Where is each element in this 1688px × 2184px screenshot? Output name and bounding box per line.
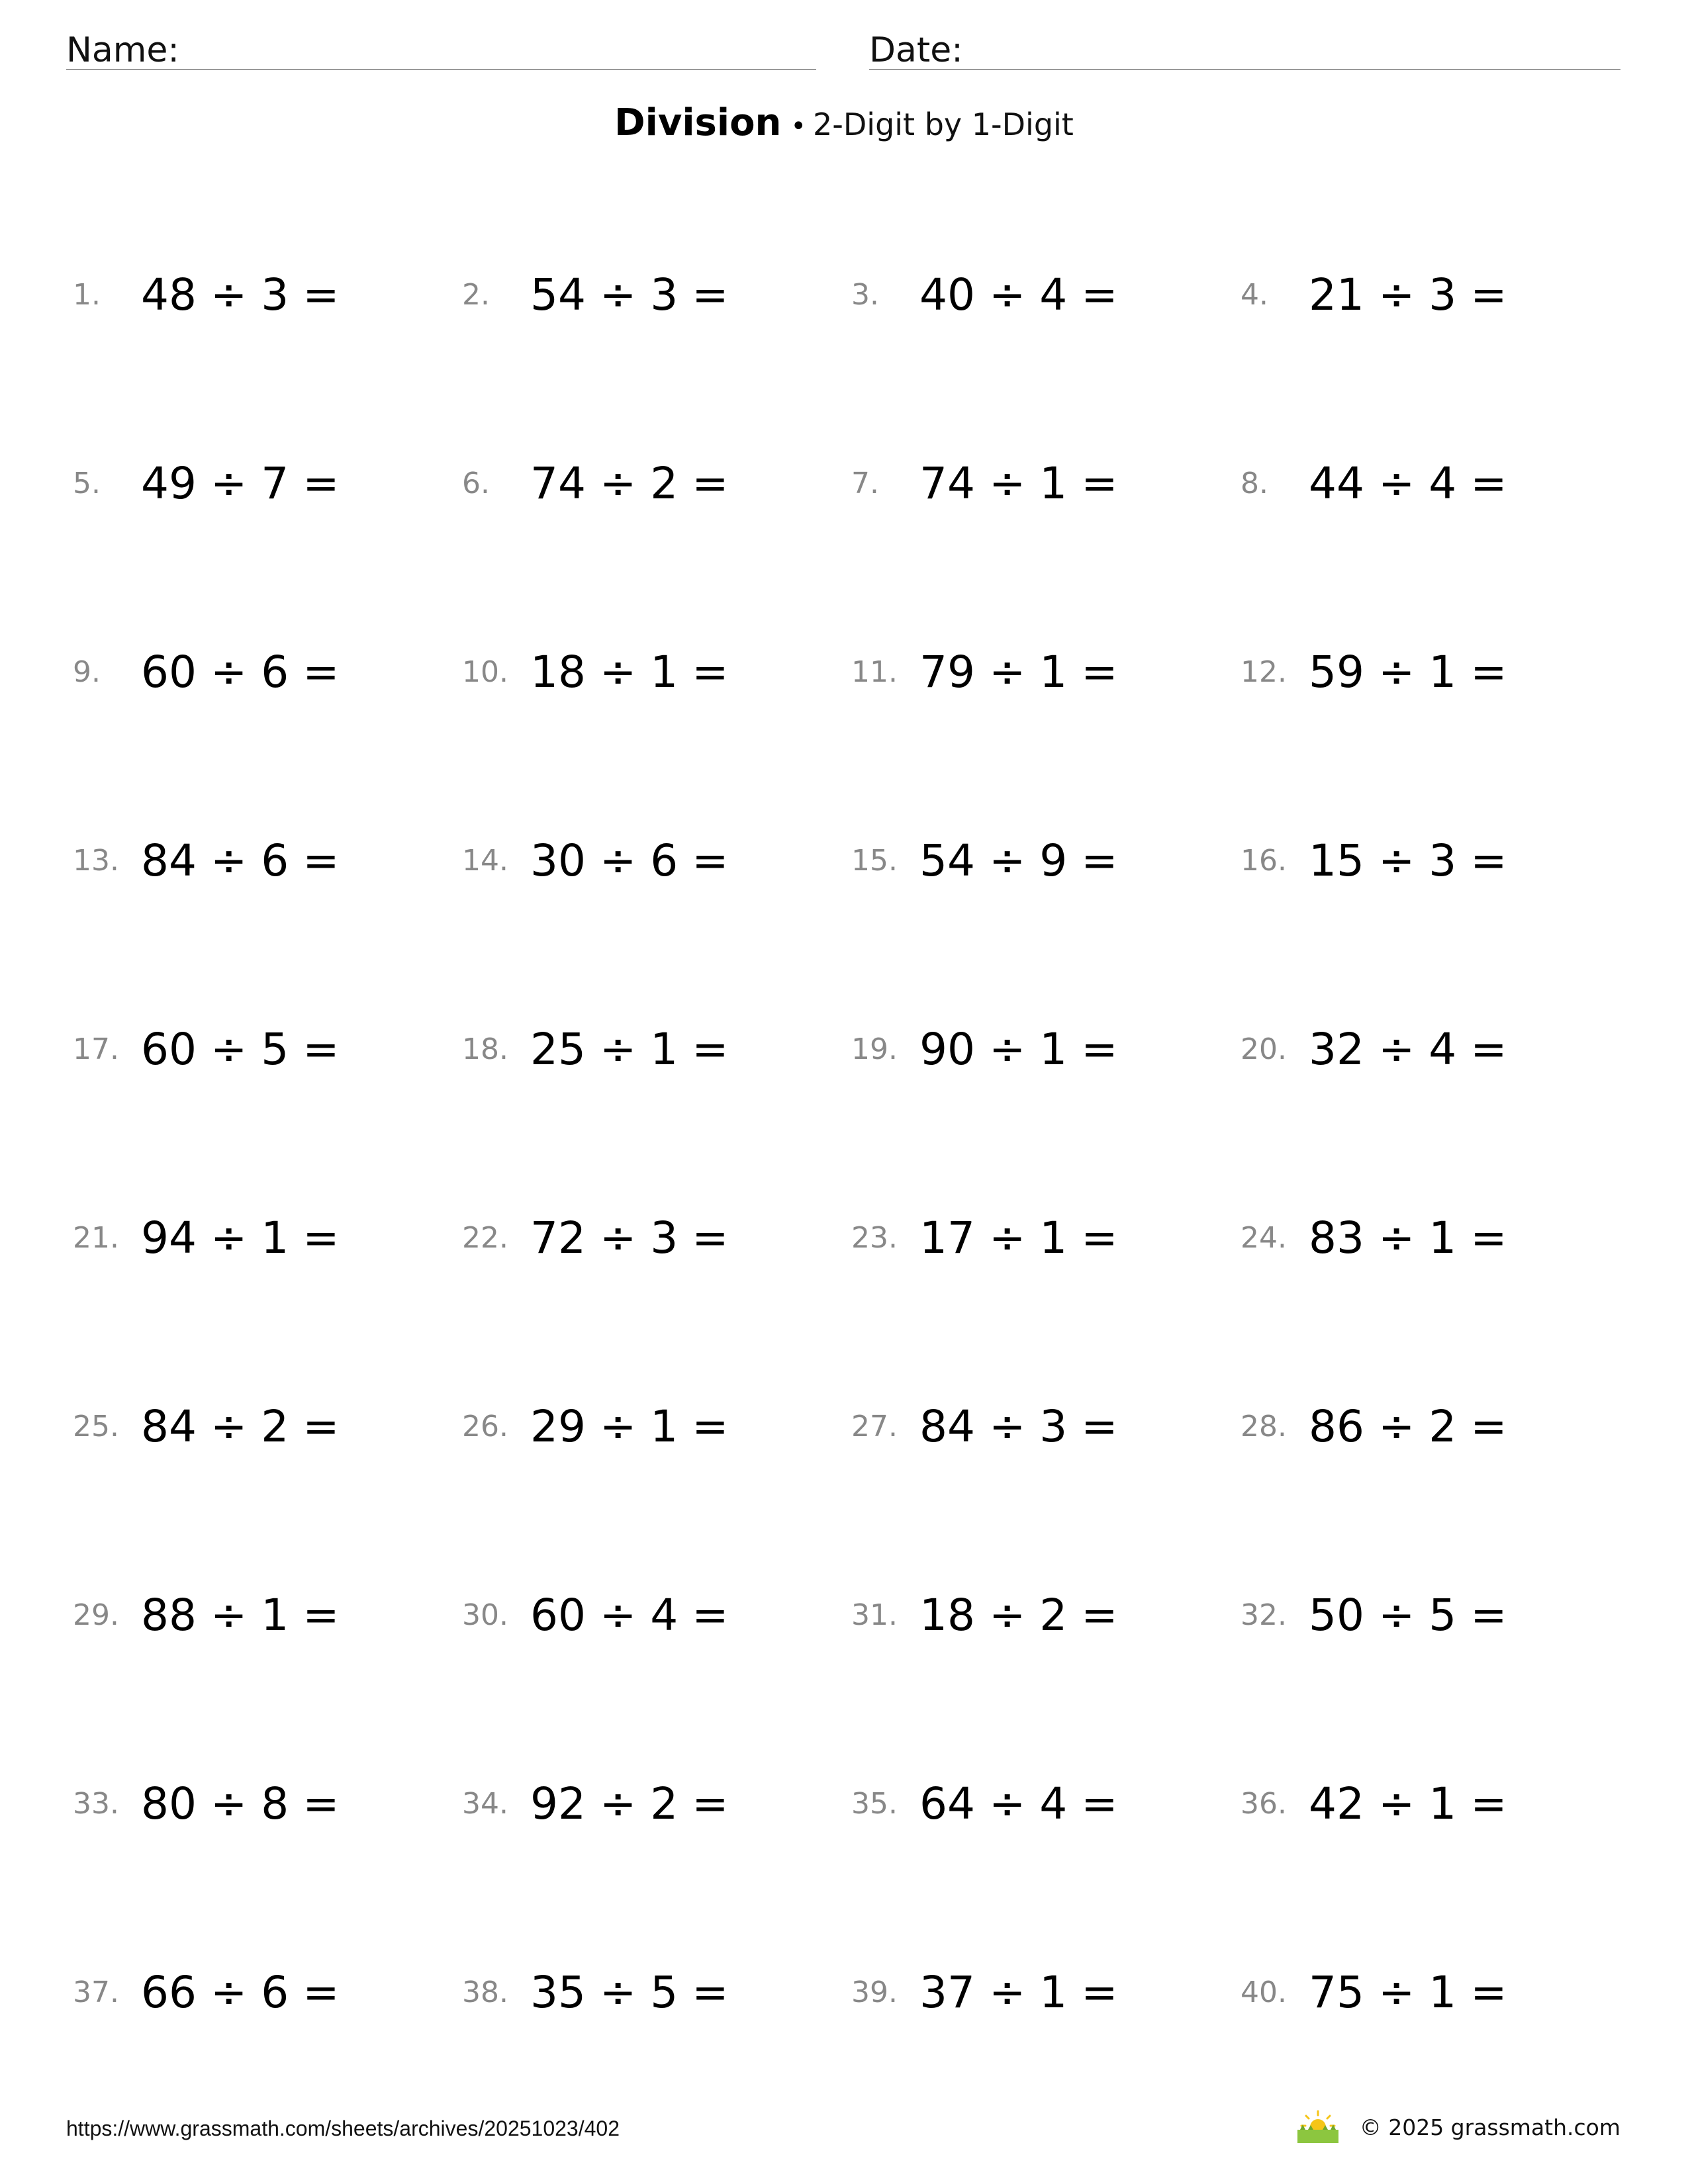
- problem-item: [73, 814, 462, 907]
- problem-number: 13.: [73, 843, 119, 878]
- problem-number: 20.: [1241, 1032, 1287, 1066]
- problem-expression: 92 ÷ 2 =: [530, 1778, 729, 1829]
- problem-expression: 84 ÷ 6 =: [141, 835, 340, 886]
- problem-item: [1241, 437, 1630, 529]
- problem-expression: 90 ÷ 1 =: [919, 1023, 1118, 1075]
- problem-number: 33.: [73, 1786, 119, 1821]
- problem-item: [851, 814, 1241, 907]
- problem-expression: 35 ÷ 5 =: [530, 1966, 729, 2018]
- problem-number: 15.: [851, 843, 898, 878]
- problem-number: 38.: [462, 1975, 508, 2009]
- problem-item: [462, 248, 851, 341]
- title-separator: •: [790, 111, 806, 142]
- problem-expression: 74 ÷ 1 =: [919, 457, 1118, 509]
- problem-expression: 83 ÷ 1 =: [1309, 1212, 1507, 1263]
- problem-item: [1241, 1569, 1630, 1661]
- problem-expression: 94 ÷ 1 =: [141, 1212, 340, 1263]
- problem-expression: 75 ÷ 1 =: [1309, 1966, 1507, 2018]
- problem-expression: 84 ÷ 2 =: [141, 1400, 340, 1452]
- copyright-text: © 2025 grassmath.com: [1359, 2114, 1620, 2140]
- problem-number: 5.: [73, 466, 101, 500]
- problem-number: 9.: [73, 655, 101, 689]
- title-subtitle: 2-Digit by 1-Digit: [813, 107, 1074, 142]
- problem-number: 1.: [73, 277, 101, 312]
- problem-expression: 15 ÷ 3 =: [1309, 835, 1507, 886]
- problem-number: 10.: [462, 655, 508, 689]
- problem-item: [1241, 625, 1630, 718]
- problem-number: 4.: [1241, 277, 1268, 312]
- problem-number: 35.: [851, 1786, 898, 1821]
- problem-expression: 50 ÷ 5 =: [1309, 1589, 1507, 1641]
- problem-number: 22.: [462, 1220, 508, 1255]
- date-field[interactable]: [869, 26, 1620, 70]
- problem-item: [462, 1946, 851, 2038]
- problem-item: [1241, 1003, 1630, 1095]
- problem-item: [73, 1946, 462, 2038]
- problem-number: 34.: [462, 1786, 508, 1821]
- problem-item: [851, 1757, 1241, 1850]
- problem-item: [73, 248, 462, 341]
- problem-expression: 54 ÷ 9 =: [919, 835, 1118, 886]
- problem-item: [73, 1380, 462, 1473]
- problem-expression: 18 ÷ 2 =: [919, 1589, 1118, 1641]
- problem-expression: 64 ÷ 4 =: [919, 1778, 1118, 1829]
- problem-expression: 88 ÷ 1 =: [141, 1589, 340, 1641]
- problem-expression: 17 ÷ 1 =: [919, 1212, 1118, 1263]
- problem-number: 19.: [851, 1032, 898, 1066]
- problem-item: [73, 1003, 462, 1095]
- problem-number: 21.: [73, 1220, 119, 1255]
- footer-url[interactable]: https://www.grassmath.com/sheets/archives/20251023/402: [66, 2116, 620, 2140]
- problem-number: 24.: [1241, 1220, 1287, 1255]
- problem-grid: [73, 248, 1622, 2128]
- problem-item: [1241, 1380, 1630, 1473]
- problem-number: 32.: [1241, 1598, 1287, 1632]
- problem-item: [851, 1003, 1241, 1095]
- problem-item: [1241, 814, 1630, 907]
- worksheet-title: [0, 101, 1688, 144]
- problem-number: 12.: [1241, 655, 1287, 689]
- problem-item: [73, 625, 462, 718]
- problem-item: [1241, 1191, 1630, 1284]
- problem-item: [851, 437, 1241, 529]
- problem-number: 28.: [1241, 1409, 1287, 1443]
- problem-expression: 29 ÷ 1 =: [530, 1400, 729, 1452]
- problem-item: [1241, 248, 1630, 341]
- problem-item: [851, 1380, 1241, 1473]
- problem-expression: 42 ÷ 1 =: [1309, 1778, 1507, 1829]
- problem-item: [462, 1003, 851, 1095]
- problem-expression: 48 ÷ 3 =: [141, 269, 340, 320]
- problem-expression: 25 ÷ 1 =: [530, 1023, 729, 1075]
- problem-expression: 60 ÷ 4 =: [530, 1589, 729, 1641]
- problem-number: 37.: [73, 1975, 119, 2009]
- problem-item: [462, 625, 851, 718]
- problem-expression: 60 ÷ 5 =: [141, 1023, 340, 1075]
- problem-expression: 37 ÷ 1 =: [919, 1966, 1118, 2018]
- problem-number: 29.: [73, 1598, 119, 1632]
- problem-item: [851, 625, 1241, 718]
- problem-expression: 60 ÷ 6 =: [141, 646, 340, 698]
- problem-item: [462, 1191, 851, 1284]
- problem-number: 27.: [851, 1409, 898, 1443]
- problem-item: [851, 248, 1241, 341]
- problem-expression: 30 ÷ 6 =: [530, 835, 729, 886]
- problem-number: 7.: [851, 466, 879, 500]
- problem-expression: 18 ÷ 1 =: [530, 646, 729, 698]
- problem-item: [462, 1757, 851, 1850]
- problem-item: [1241, 1946, 1630, 2038]
- problem-item: [851, 1191, 1241, 1284]
- problem-number: 18.: [462, 1032, 508, 1066]
- problem-expression: 32 ÷ 4 =: [1309, 1023, 1507, 1075]
- problem-item: [73, 1757, 462, 1850]
- problem-item: [73, 1569, 462, 1661]
- problem-expression: 59 ÷ 1 =: [1309, 646, 1507, 698]
- problem-number: 14.: [462, 843, 508, 878]
- problem-number: 31.: [851, 1598, 898, 1632]
- problem-number: 25.: [73, 1409, 119, 1443]
- sun-over-grass-icon: [1296, 2110, 1340, 2144]
- problem-expression: 21 ÷ 3 =: [1309, 269, 1507, 320]
- problem-expression: 49 ÷ 7 =: [141, 457, 340, 509]
- problem-number: 39.: [851, 1975, 898, 2009]
- problem-number: 17.: [73, 1032, 119, 1066]
- problem-expression: 84 ÷ 3 =: [919, 1400, 1118, 1452]
- problem-expression: 80 ÷ 8 =: [141, 1778, 340, 1829]
- footer-branding: [1296, 2110, 1620, 2144]
- problem-expression: 74 ÷ 2 =: [530, 457, 729, 509]
- problem-number: 2.: [462, 277, 490, 312]
- problem-item: [73, 437, 462, 529]
- problem-number: 26.: [462, 1409, 508, 1443]
- problem-number: 36.: [1241, 1786, 1287, 1821]
- problem-expression: 72 ÷ 3 =: [530, 1212, 729, 1263]
- problem-item: [462, 1380, 851, 1473]
- problem-expression: 54 ÷ 3 =: [530, 269, 729, 320]
- problem-item: [462, 437, 851, 529]
- problem-expression: 79 ÷ 1 =: [919, 646, 1118, 698]
- problem-number: 11.: [851, 655, 898, 689]
- problem-item: [851, 1946, 1241, 2038]
- problem-number: 16.: [1241, 843, 1287, 878]
- problem-item: [462, 814, 851, 907]
- problem-item: [462, 1569, 851, 1661]
- problem-expression: 44 ÷ 4 =: [1309, 457, 1507, 509]
- date-label: Date:: [869, 30, 963, 70]
- problem-number: 40.: [1241, 1975, 1287, 2009]
- problem-number: 30.: [462, 1598, 508, 1632]
- problem-expression: 40 ÷ 4 =: [919, 269, 1118, 320]
- name-field[interactable]: [66, 26, 816, 70]
- title-main: Division: [614, 101, 782, 144]
- problem-number: 8.: [1241, 466, 1268, 500]
- problem-item: [73, 1191, 462, 1284]
- problem-expression: 86 ÷ 2 =: [1309, 1400, 1507, 1452]
- problem-expression: 66 ÷ 6 =: [141, 1966, 340, 2018]
- name-label: Name:: [66, 30, 179, 70]
- problem-number: 23.: [851, 1220, 898, 1255]
- problem-number: 6.: [462, 466, 490, 500]
- problem-item: [1241, 1757, 1630, 1850]
- problem-number: 3.: [851, 277, 879, 312]
- problem-item: [851, 1569, 1241, 1661]
